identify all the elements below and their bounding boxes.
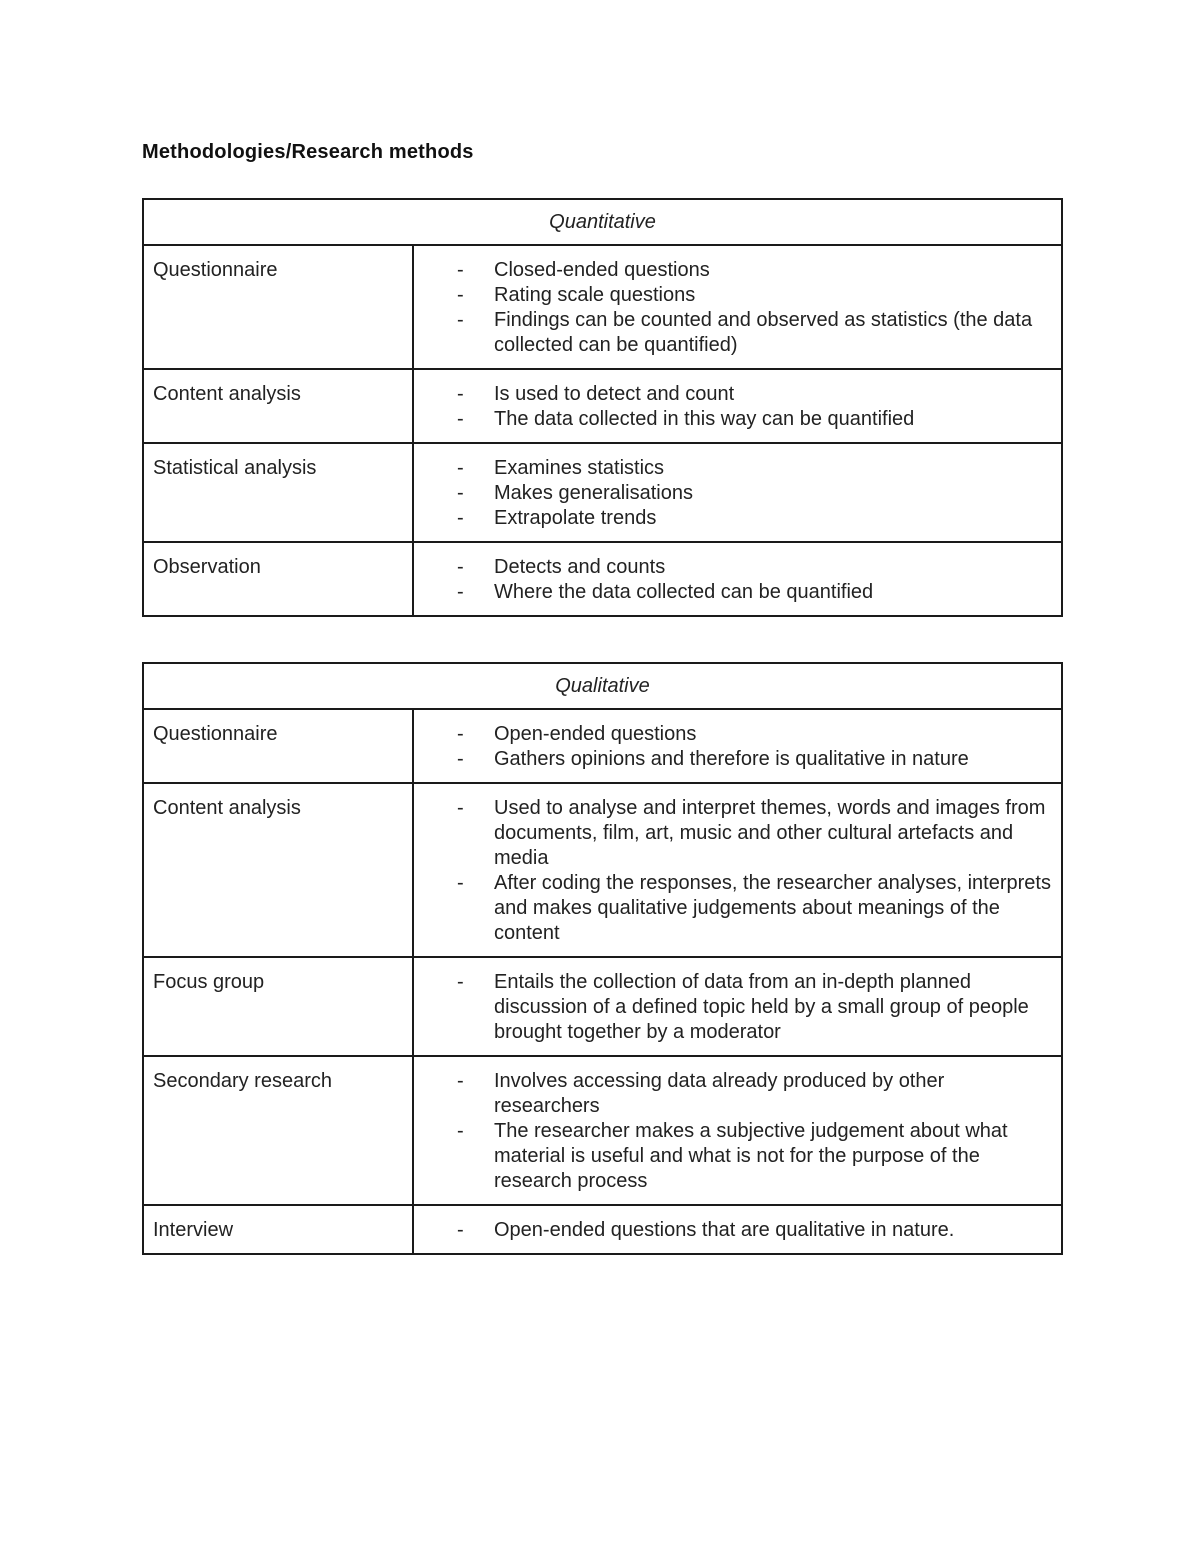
- method-name: Observation: [143, 542, 413, 616]
- qualitative-heading: Qualitative: [143, 663, 1062, 709]
- method-name: Focus group: [143, 957, 413, 1056]
- bullet-list: [414, 796, 1051, 946]
- method-name: Content analysis: [143, 783, 413, 957]
- dash-bullet-icon: -: [457, 872, 464, 894]
- list-item: [414, 722, 1051, 747]
- list-item: [414, 308, 1051, 358]
- list-item: [414, 871, 1051, 946]
- list-item: [414, 747, 1051, 772]
- dash-bullet-icon: -: [457, 1120, 464, 1142]
- list-item-text: Used to analyse and interpret themes, words and images from documents, film, art, music and other cultural artefacts and media: [494, 797, 1046, 869]
- list-item: [414, 796, 1051, 871]
- list-item: [414, 970, 1051, 1045]
- list-item-text: Entails the collection of data from an in-depth planned discussion of a defined topic held by a small group of people brought together by a moderator: [494, 971, 1029, 1043]
- list-item-text: Is used to detect and count: [494, 383, 735, 405]
- quantitative-table: [142, 198, 1063, 617]
- dash-bullet-icon: -: [457, 556, 464, 578]
- bullet-list: [414, 1069, 1051, 1194]
- dash-bullet-icon: -: [457, 507, 464, 529]
- table-row: [143, 542, 1062, 616]
- dash-bullet-icon: -: [457, 259, 464, 281]
- dash-bullet-icon: -: [457, 284, 464, 306]
- method-name: Secondary research: [143, 1056, 413, 1205]
- bullet-list: [414, 382, 1051, 432]
- method-points: [413, 957, 1062, 1056]
- method-name: Content analysis: [143, 369, 413, 443]
- bullet-list: [414, 970, 1051, 1045]
- method-points: [413, 709, 1062, 783]
- list-item: [414, 1119, 1051, 1194]
- qualitative-body: [143, 709, 1062, 1254]
- list-item: [414, 407, 1051, 432]
- dash-bullet-icon: -: [457, 723, 464, 745]
- table-row: [143, 1205, 1062, 1254]
- method-points: [413, 443, 1062, 542]
- quantitative-heading: Quantitative: [143, 199, 1062, 245]
- bullet-list: [414, 456, 1051, 531]
- list-item-text: Closed-ended questions: [494, 259, 710, 281]
- bullet-list: [414, 555, 1051, 605]
- method-name: Statistical analysis: [143, 443, 413, 542]
- list-item: [414, 283, 1051, 308]
- dash-bullet-icon: -: [457, 309, 464, 331]
- dash-bullet-icon: -: [457, 581, 464, 603]
- list-item-text: Examines statistics: [494, 457, 665, 479]
- quantitative-header-row: [143, 199, 1062, 245]
- dash-bullet-icon: -: [457, 482, 464, 504]
- method-points: [413, 783, 1062, 957]
- list-item-text: Detects and counts: [494, 556, 666, 578]
- list-item: [414, 1218, 1051, 1243]
- method-points: [413, 245, 1062, 369]
- list-item-text: Where the data collected can be quantified: [494, 581, 874, 603]
- dash-bullet-icon: -: [457, 1219, 464, 1241]
- list-item: [414, 481, 1051, 506]
- dash-bullet-icon: -: [457, 457, 464, 479]
- table-row: [143, 783, 1062, 957]
- method-name: Questionnaire: [143, 709, 413, 783]
- list-item-text: Involves accessing data already produced by other researchers: [494, 1070, 945, 1117]
- method-points: [413, 1056, 1062, 1205]
- list-item: [414, 1069, 1051, 1119]
- list-item: [414, 506, 1051, 531]
- bullet-list: [414, 258, 1051, 358]
- bullet-list: [414, 1218, 1051, 1243]
- list-item-text: Extrapolate trends: [494, 507, 657, 529]
- method-points: [413, 542, 1062, 616]
- method-name: Interview: [143, 1205, 413, 1254]
- table-row: [143, 443, 1062, 542]
- method-points: [413, 369, 1062, 443]
- dash-bullet-icon: -: [457, 383, 464, 405]
- table-row: [143, 369, 1062, 443]
- table-row: [143, 709, 1062, 783]
- list-item-text: Makes generalisations: [494, 482, 693, 504]
- table-row: [143, 245, 1062, 369]
- list-item-text: Rating scale questions: [494, 284, 696, 306]
- qualitative-header-row: [143, 663, 1062, 709]
- method-name: Questionnaire: [143, 245, 413, 369]
- dash-bullet-icon: -: [457, 748, 464, 770]
- list-item: [414, 382, 1051, 407]
- list-item: [414, 456, 1051, 481]
- list-item: [414, 580, 1051, 605]
- quantitative-body: [143, 245, 1062, 616]
- page-title: Methodologies/Research methods: [142, 141, 474, 163]
- list-item-text: Findings can be counted and observed as statistics (the data collected can be quantified): [494, 309, 1033, 356]
- dash-bullet-icon: -: [457, 408, 464, 430]
- dash-bullet-icon: -: [457, 971, 464, 993]
- list-item-text: The researcher makes a subjective judgement about what material is useful and what is not for the purpose of the research process: [494, 1120, 1008, 1192]
- dash-bullet-icon: -: [457, 797, 464, 819]
- list-item-text: Open-ended questions: [494, 723, 697, 745]
- bullet-list: [414, 722, 1051, 772]
- qualitative-table: [142, 662, 1063, 1255]
- table-row: [143, 957, 1062, 1056]
- list-item-text: After coding the responses, the researcher analyses, interprets and makes qualitative judgements about meanings of the content: [494, 872, 1051, 944]
- table-row: [143, 1056, 1062, 1205]
- list-item-text: Open-ended questions that are qualitative in nature.: [494, 1219, 955, 1241]
- list-item: [414, 258, 1051, 283]
- list-item-text: The data collected in this way can be quantified: [494, 408, 915, 430]
- list-item: [414, 555, 1051, 580]
- list-item-text: Gathers opinions and therefore is qualitative in nature: [494, 748, 969, 770]
- method-points: [413, 1205, 1062, 1254]
- dash-bullet-icon: -: [457, 1070, 464, 1092]
